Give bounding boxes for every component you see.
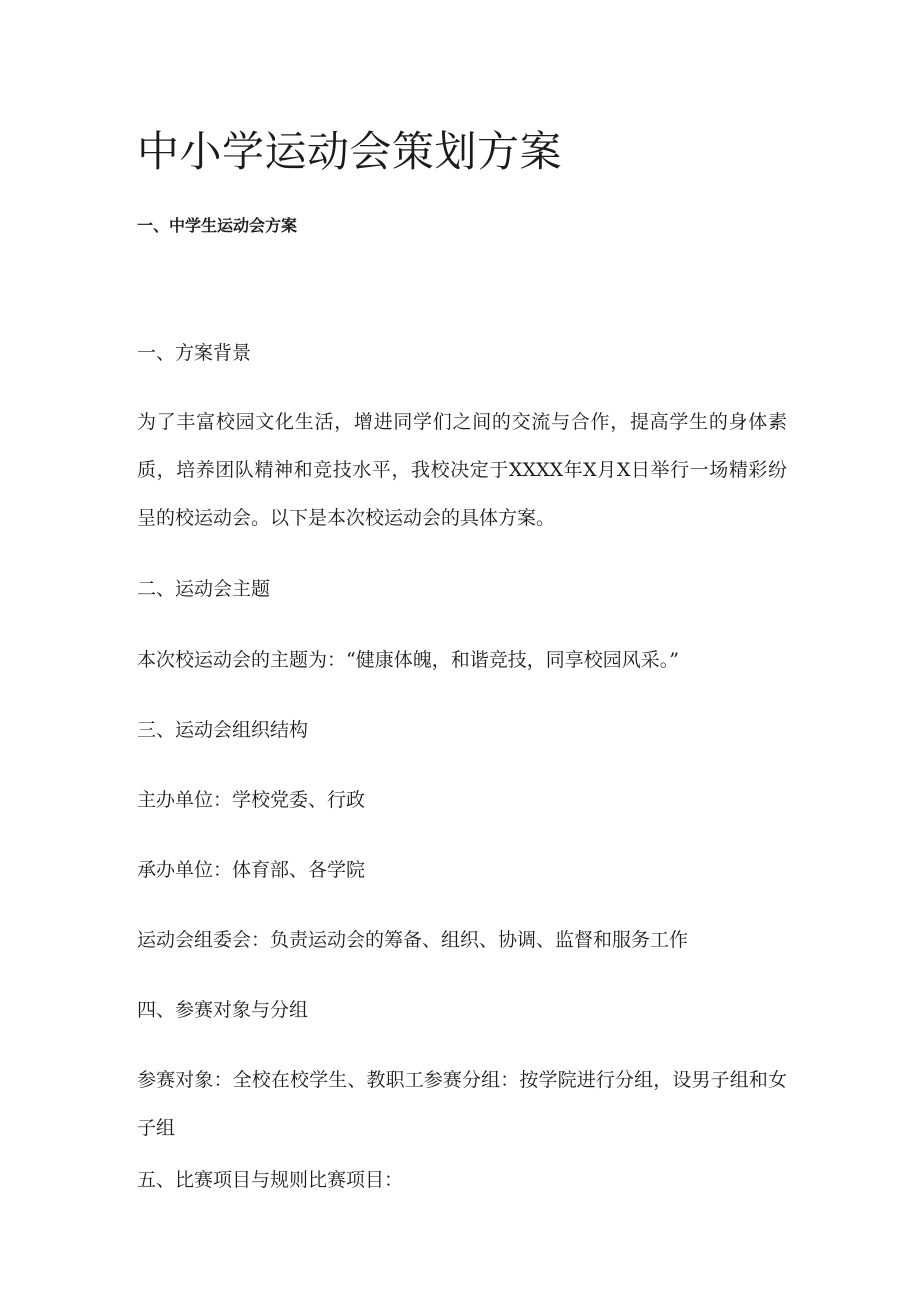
section-heading-participants: 四、参赛对象与分组 [137,999,309,1021]
section-heading-theme: 二、运动会主题 [137,578,271,600]
section-heading-events: 五、比赛项目与规则比赛项目： [137,1169,404,1191]
section-heading-background: 一、方案背景 [137,342,252,364]
document-title: 中小学运动会策划方案 [137,127,563,176]
paragraph-committee: 运动会组委会：负责运动会的筹备、组织、协调、监督和服务工作 [137,929,689,951]
section-heading-organization: 三、运动会组织结构 [137,719,309,741]
document-subtitle: 一、中学生运动会方案 [137,216,298,235]
paragraph-participants: 参赛对象：全校在校学生、教职工参赛分组：按学院进行分组，设男子组和女子组 [137,1069,787,1139]
paragraph-host: 主办单位：学校党委、行政 [137,789,366,811]
paragraph-theme: 本次校运动会的主题为：“健康体魄，和谐竞技，同享校园风采。” [137,649,679,671]
paragraph-organizer: 承办单位：体育部、各学院 [137,859,366,881]
paragraph-background: 为了丰富校园文化生活，增进同学们之间的交流与合作，提高学生的身体素质，培养团队精神和竞技水平，我校决定于XXXX年X月X日举行一场精彩纷呈的校运动会。以下是本次校运动会的具体方案。 [137,411,787,529]
